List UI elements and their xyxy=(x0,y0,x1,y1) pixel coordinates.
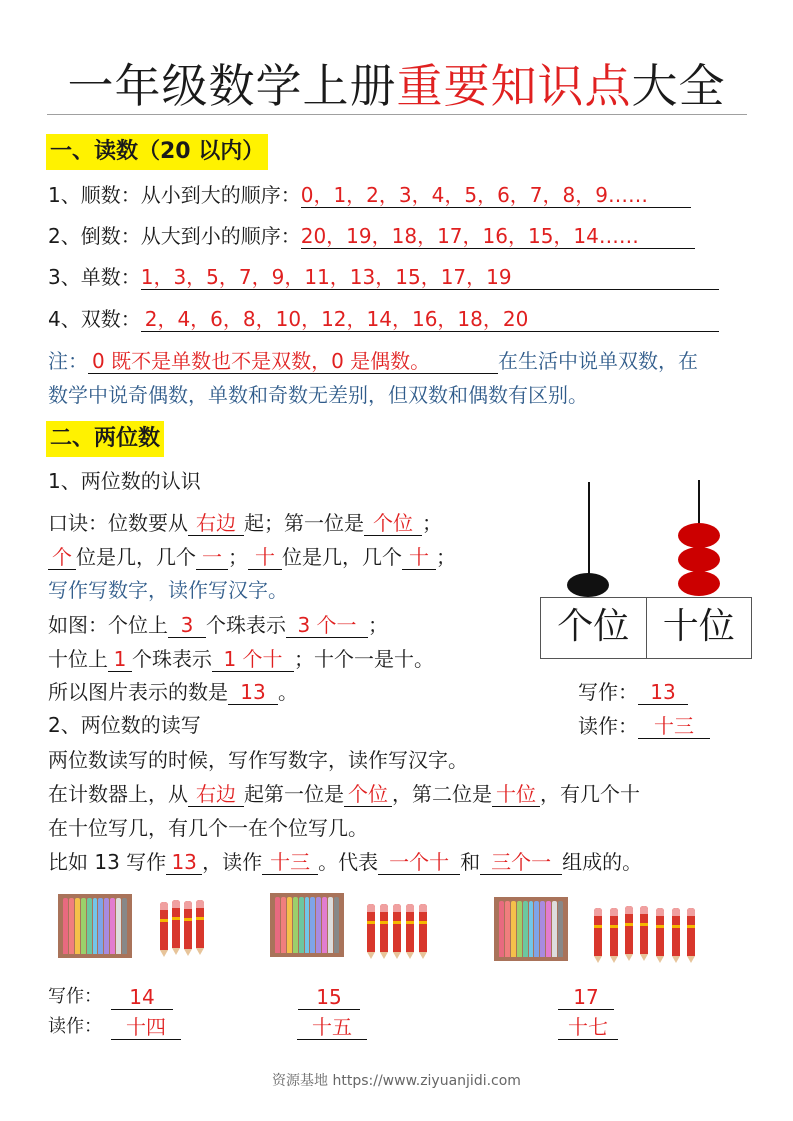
pencil-icon xyxy=(380,904,388,952)
pencil-icon xyxy=(640,906,648,954)
note-prefix: 注： xyxy=(48,349,88,373)
note-highlight: 0 既不是单数也不是双数，0 是偶数。 xyxy=(88,349,498,374)
figure-line-1 xyxy=(48,611,388,639)
text: 。代表 xyxy=(318,850,379,874)
text: 起第一位是 xyxy=(244,782,344,806)
subheading-reading-writing: 2、两位数的读写 xyxy=(48,713,201,737)
abacus-figure xyxy=(540,480,752,660)
abacus-read xyxy=(578,712,710,740)
answer: 3 xyxy=(168,613,206,638)
item-label: 4、双数： xyxy=(48,307,141,331)
footer-watermark: 资源基地 https://www.ziyuanjidi.com xyxy=(272,1073,521,1089)
text: 和 xyxy=(460,850,481,874)
item-label: 1、顺数：从小到大的顺序： xyxy=(48,183,301,207)
answer: 十位 xyxy=(492,782,540,807)
exercise-2-read xyxy=(297,1013,367,1041)
answer: 右边 xyxy=(188,511,244,536)
item-label: 2、倒数：从大到小的顺序： xyxy=(48,224,301,248)
rhyme-line-2 xyxy=(48,543,456,571)
text: 个珠表示 xyxy=(132,647,212,671)
tens-label: 十位 xyxy=(662,606,735,647)
text: 组成的。 xyxy=(562,850,643,874)
title-highlight: 重要知识点 xyxy=(396,59,632,113)
answer: 13 xyxy=(166,850,202,875)
text: 位是几，几个 xyxy=(76,545,196,569)
tens-rod xyxy=(698,480,700,524)
text: 十位上 xyxy=(48,647,108,671)
figure-line-2 xyxy=(48,645,434,673)
item-answer: 1，3，5，7，9，11，13，15，17，19 xyxy=(141,265,719,290)
item-even xyxy=(48,305,719,333)
pencil-icon xyxy=(184,901,192,949)
answer: 三个一 xyxy=(480,850,562,875)
ones-bead-icon xyxy=(567,573,609,597)
answer: 十 xyxy=(248,545,282,570)
answer: 十四 xyxy=(111,1015,181,1040)
text: ； xyxy=(436,545,456,569)
pencil-icon xyxy=(160,902,168,950)
answer: 十七 xyxy=(558,1015,618,1040)
text: ； xyxy=(422,511,442,535)
text: 在计数器上，从 xyxy=(48,782,188,806)
pencil-icon xyxy=(393,904,401,952)
pencil-box-icon xyxy=(58,894,132,958)
answer: 14 xyxy=(111,985,173,1010)
item-answer: 0，1，2，3，4，5，6，7，8，9…… xyxy=(301,183,691,208)
pencil-icon xyxy=(656,908,664,956)
text: ；十个一是十。 xyxy=(294,647,434,671)
note-text: 在生活中说单双数，在 xyxy=(498,349,698,373)
answer: 3 个一 xyxy=(286,613,368,638)
pencil-icon xyxy=(672,908,680,956)
subheading-recognition: 1、两位数的认识 xyxy=(48,469,201,493)
pencil-box-icon xyxy=(494,897,568,961)
place-value-table xyxy=(540,597,752,659)
text: 所以图片表示的数是 xyxy=(48,680,228,704)
text: 起；第一位是 xyxy=(244,511,364,535)
write-label: 写作： xyxy=(578,680,638,704)
exercise-3-write xyxy=(558,983,614,1011)
title-part-3: 大全 xyxy=(631,59,726,113)
pencil-icon xyxy=(610,908,618,956)
pencil-icon xyxy=(172,900,180,948)
pencil-box-icon xyxy=(270,893,344,957)
section2-heading: 二、两位数 xyxy=(46,421,164,457)
answer: 右边 xyxy=(188,782,244,807)
write-answer: 13 xyxy=(638,680,688,705)
tens-bead-icon xyxy=(678,523,720,548)
paragraph-2 xyxy=(48,780,640,808)
pencil-icon xyxy=(419,904,427,952)
note-line-2: 数学中说奇偶数，单数和奇数无差别，但双数和偶数有区别。 xyxy=(48,383,588,407)
rhyme-line-1 xyxy=(48,509,442,537)
paragraph-4 xyxy=(48,848,642,876)
figure-line-3 xyxy=(48,678,298,706)
item-reverse xyxy=(48,222,695,250)
read-answer: 十三 xyxy=(638,714,710,739)
exercise-write-label: 写作： xyxy=(48,986,102,1007)
text: ，读作 xyxy=(202,850,263,874)
answer: 17 xyxy=(558,985,614,1010)
blue-tip: 写作写数字，读作写汉字。 xyxy=(48,578,288,602)
text: ，有几个十 xyxy=(540,782,640,806)
pencil-icon xyxy=(625,906,633,954)
note-line-1 xyxy=(48,347,698,375)
section1-heading: 一、读数（20 以内） xyxy=(46,134,268,170)
text: ，第二位是 xyxy=(392,782,492,806)
answer: 十 xyxy=(402,545,436,570)
pencil-icon xyxy=(196,900,204,948)
exercise-1-write xyxy=(111,983,173,1011)
text: 如图：个位上 xyxy=(48,613,168,637)
pencil-icon xyxy=(687,908,695,956)
answer: 1 个十 xyxy=(212,647,294,672)
item-answer: 2，4，6，8，10，12，14，16，18，20 xyxy=(141,307,719,332)
answer: 15 xyxy=(298,985,360,1010)
text: 位是几，几个 xyxy=(282,545,402,569)
answer: 个 xyxy=(48,545,76,570)
paragraph-1: 两位数读写的时候，写作写数字，读作写汉字。 xyxy=(48,748,468,772)
answer: 个位 xyxy=(364,511,422,536)
pencil-icon xyxy=(594,908,602,956)
tens-bead-icon xyxy=(678,571,720,596)
text: 口诀：位数要从 xyxy=(48,511,188,535)
ones-rod xyxy=(588,482,590,582)
item-ordinal xyxy=(48,181,691,209)
answer: 1 xyxy=(108,647,132,672)
text: 个珠表示 xyxy=(206,613,286,637)
pencil-icon xyxy=(367,904,375,952)
exercise-read-label: 读作： xyxy=(48,1016,102,1037)
answer: 十五 xyxy=(297,1015,367,1040)
exercise-3-read xyxy=(558,1013,618,1041)
abacus-write xyxy=(578,678,688,706)
item-odd xyxy=(48,263,719,291)
answer: 一个十 xyxy=(378,850,460,875)
pencil-icon xyxy=(406,904,414,952)
text: ； xyxy=(368,613,388,637)
item-label: 3、单数： xyxy=(48,265,141,289)
answer: 13 xyxy=(228,680,278,705)
answer: 一 xyxy=(196,545,228,570)
title-part-1: 一年级数学上册 xyxy=(67,59,397,113)
page-title xyxy=(0,56,793,116)
exercise-2-write xyxy=(298,983,360,1011)
text: 比如 13 写作 xyxy=(48,850,167,874)
title-divider xyxy=(47,114,747,115)
read-label: 读作： xyxy=(578,714,638,738)
answer: 个位 xyxy=(344,782,392,807)
paragraph-3: 在十位写几，有几个一在个位写几。 xyxy=(48,816,368,840)
exercise-1-read xyxy=(111,1013,181,1041)
ones-label: 个位 xyxy=(541,598,647,658)
tens-bead-icon xyxy=(678,547,720,572)
text: ； xyxy=(228,545,248,569)
item-answer: 20，19，18，17，16，15，14…… xyxy=(301,224,695,249)
text: 。 xyxy=(278,680,298,704)
answer: 十三 xyxy=(262,850,318,875)
